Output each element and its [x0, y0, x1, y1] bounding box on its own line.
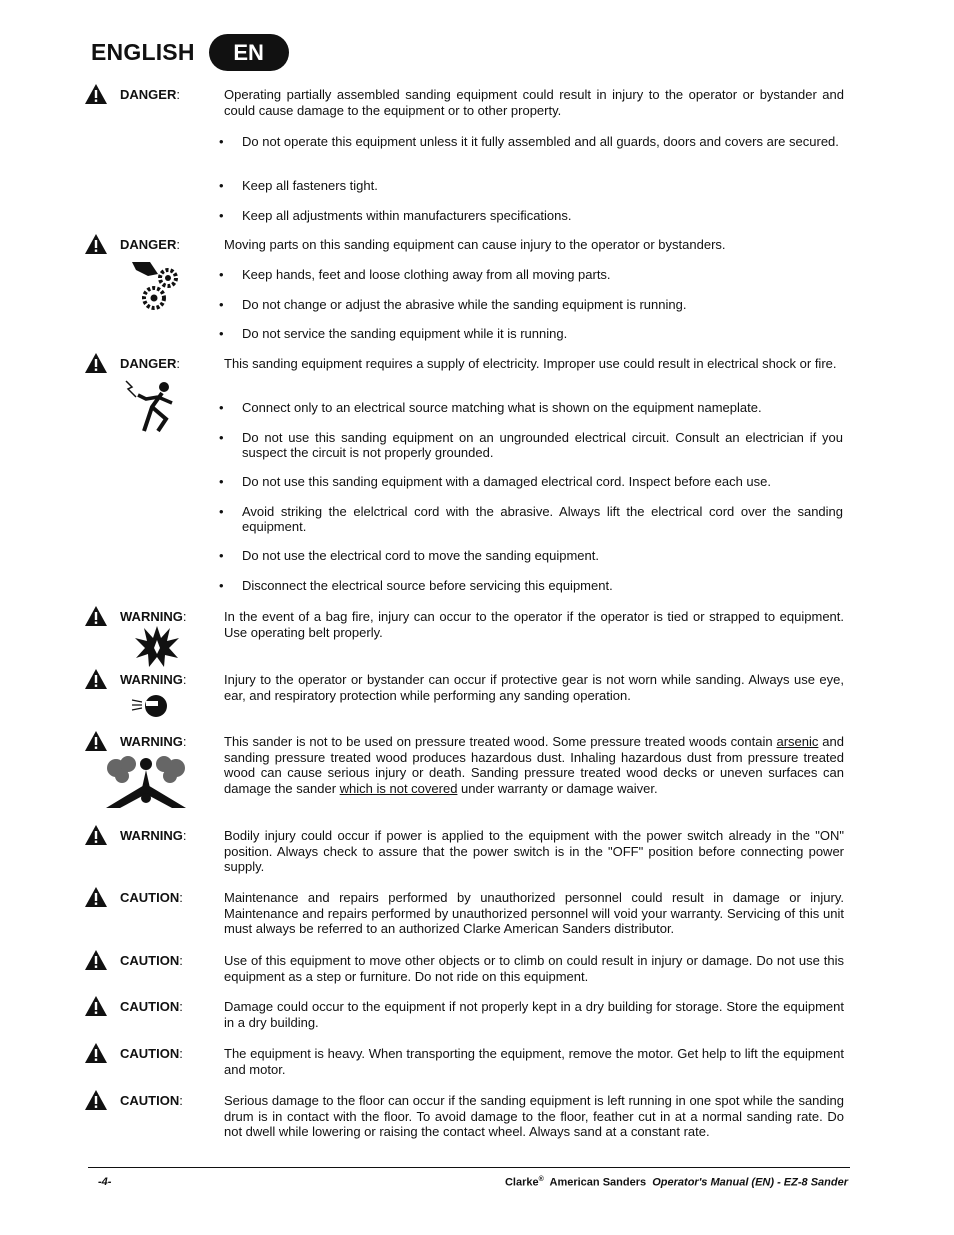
warning-triangle-icon [84, 83, 108, 105]
warning-triangle-icon [84, 730, 108, 752]
safety-section-caution-storage [84, 999, 844, 1030]
page-title: ENGLISH [91, 39, 195, 65]
warning-triangle-icon [84, 605, 108, 627]
section-label: WARNING: [120, 734, 187, 749]
section-text: Maintenance and repairs performed by unauthorized personnel could result in damage or injury. Maintenance and repairs performed by unauthorized personnel will void your warranty. Servicing of this unit must always be referred to an authorized Clarke American Sanders distributor. [224, 890, 844, 936]
section-text: Injury to the operator or bystander can occur if protective gear is not worn while sanding. Always use eye, ear, and respiratory protection while performing any sanding operation. [224, 672, 844, 703]
section-label: CAUTION: [120, 1046, 183, 1061]
section-label: CAUTION: [120, 1093, 183, 1108]
list-item: • Do not use the electrical cord to move the sanding equipment. [219, 548, 599, 563]
list-item: • Do not use this sanding equipment with a damaged electrical cord. Inspect before each use. [219, 474, 771, 489]
list-item: • Connect only to an electrical source matching what is shown on the equipment nameplate. [219, 400, 762, 415]
list-item: • Keep hands, feet and loose clothing away from all moving parts. [219, 267, 611, 282]
safety-section-caution-maintenance [84, 890, 844, 937]
warning-triangle-icon [84, 886, 108, 908]
warning-triangle-icon [84, 995, 108, 1017]
section-text: This sanding equipment requires a supply of electricity. Improper use could result in electrical shock or fire. [224, 356, 837, 371]
warning-triangle-icon [84, 1089, 108, 1111]
warning-triangle-icon [84, 352, 108, 374]
page-header [91, 34, 289, 71]
list-item: • Keep all fasteners tight. [219, 178, 378, 193]
section-label: DANGER: [120, 87, 180, 102]
safety-section-danger-electricity [84, 356, 844, 374]
warning-triangle-icon [84, 1042, 108, 1064]
list-item: • Do not service the sanding equipment while it is running. [219, 326, 568, 341]
section-label: CAUTION: [120, 890, 183, 905]
safety-section-warning-pressure-treated-wood [84, 734, 844, 796]
section-text: Bodily injury could occur if power is applied to the equipment with the power switch already in the "ON" position. Always check to assure that the power switch is in the "OFF" position before connecting power supply. [224, 828, 844, 874]
warning-triangle-icon [84, 949, 108, 971]
section-label: WARNING: [120, 609, 187, 624]
section-label: DANGER: [120, 356, 180, 371]
section-text: Operating partially assembled sanding equipment could result in injury to the operator or bystander and could cause damage to the equipment or to other property. [224, 87, 844, 118]
safety-section-caution-heavy [84, 1046, 844, 1077]
protective-gear-icon [130, 692, 170, 720]
list-item: • Do not change or adjust the abrasive while the sanding equipment is running. [219, 297, 687, 312]
section-text: Moving parts on this sanding equipment can cause injury to the operator or bystanders. [224, 237, 726, 252]
language-badge: EN [209, 34, 289, 71]
electric-shock-icon [122, 377, 182, 435]
section-text: Damage could occur to the equipment if not properly kept in a dry building for storage. Store the equipment in a dry building. [224, 999, 844, 1030]
section-text: The equipment is heavy. When transporting the equipment, remove the motor. Get help to lift the equipment and motor. [224, 1046, 844, 1077]
section-text: In the event of a bag fire, injury can occur to the operator if the operator is tied or strapped to equipment. Use operating belt properly. [224, 609, 844, 640]
section-label: CAUTION: [120, 999, 183, 1014]
footer-manual-title: Clarke® American Sanders Operator's Manual (EN) - EZ-8 Sander [504, 1176, 848, 1189]
safety-section-warning-bag-fire [84, 609, 844, 640]
warning-triangle-icon [84, 233, 108, 255]
section-text: Use of this equipment to move other objects or to climb on could result in injury or damage. Do not use this equipment as a step or furniture. Do not ride on this equipment. [224, 953, 844, 984]
section-text: This sander is not to be used on pressure treated wood. Some pressure treated woods contain arsenic and sanding pressure treated wood produces hazardous dust. Inhaling hazardous dust from pressure treated wood can cause serious injury or death. Sanding pressure treated wood decks or uneven surfaces can damage the sander which is not covered under warranty or damage waiver. [224, 734, 844, 796]
hazardous-dust-icon [102, 754, 190, 810]
section-label: WARNING: [120, 672, 187, 687]
underlined-not-covered: which is not covered [339, 780, 458, 796]
warning-triangle-icon [84, 824, 108, 846]
safety-section-warning-protective-gear [84, 672, 844, 703]
safety-section-caution-misuse [84, 953, 844, 984]
warning-triangle-icon [84, 668, 108, 690]
safety-section-danger-moving-parts [84, 237, 844, 255]
underlined-arsenic: arsenic [776, 734, 819, 749]
section-text: Serious damage to the floor can occur if the sanding equipment is left running in one spot while the sanding drum is in contact with the floor. To avoid damage to the floor, feather cut in at a normal sanding rate. Do not dwell while lowering or raising the contact wheel. Always sand at a constant rate. [224, 1093, 844, 1139]
section-label: CAUTION: [120, 953, 183, 968]
hand-gears-icon [128, 260, 186, 314]
explosion-icon [134, 624, 180, 668]
safety-section-caution-floor-damage [84, 1093, 844, 1140]
section-label: WARNING: [120, 828, 187, 843]
list-item: • Do not operate this equipment unless it it fully assembled and all guards, doors and covers are secured. [219, 134, 839, 149]
safety-section-danger-assembly [84, 87, 844, 118]
footer-divider [88, 1167, 850, 1168]
list-item: • Keep all adjustments within manufacturers specifications. [219, 208, 572, 223]
list-item: • Do not use this sanding equipment on an ungrounded electrical circuit. Consult an electrician if you suspect the circuit is not properly grounded. [219, 430, 843, 460]
list-item: • Avoid striking the elelctrical cord with the abrasive. Always lift the electrical cord over the sanding equipment. [219, 504, 843, 534]
safety-section-warning-power-switch [84, 828, 844, 875]
section-label: DANGER: [120, 237, 180, 252]
page-number: -4- [98, 1176, 112, 1188]
list-item: • Disconnect the electrical source before servicing this equipment. [219, 578, 613, 593]
